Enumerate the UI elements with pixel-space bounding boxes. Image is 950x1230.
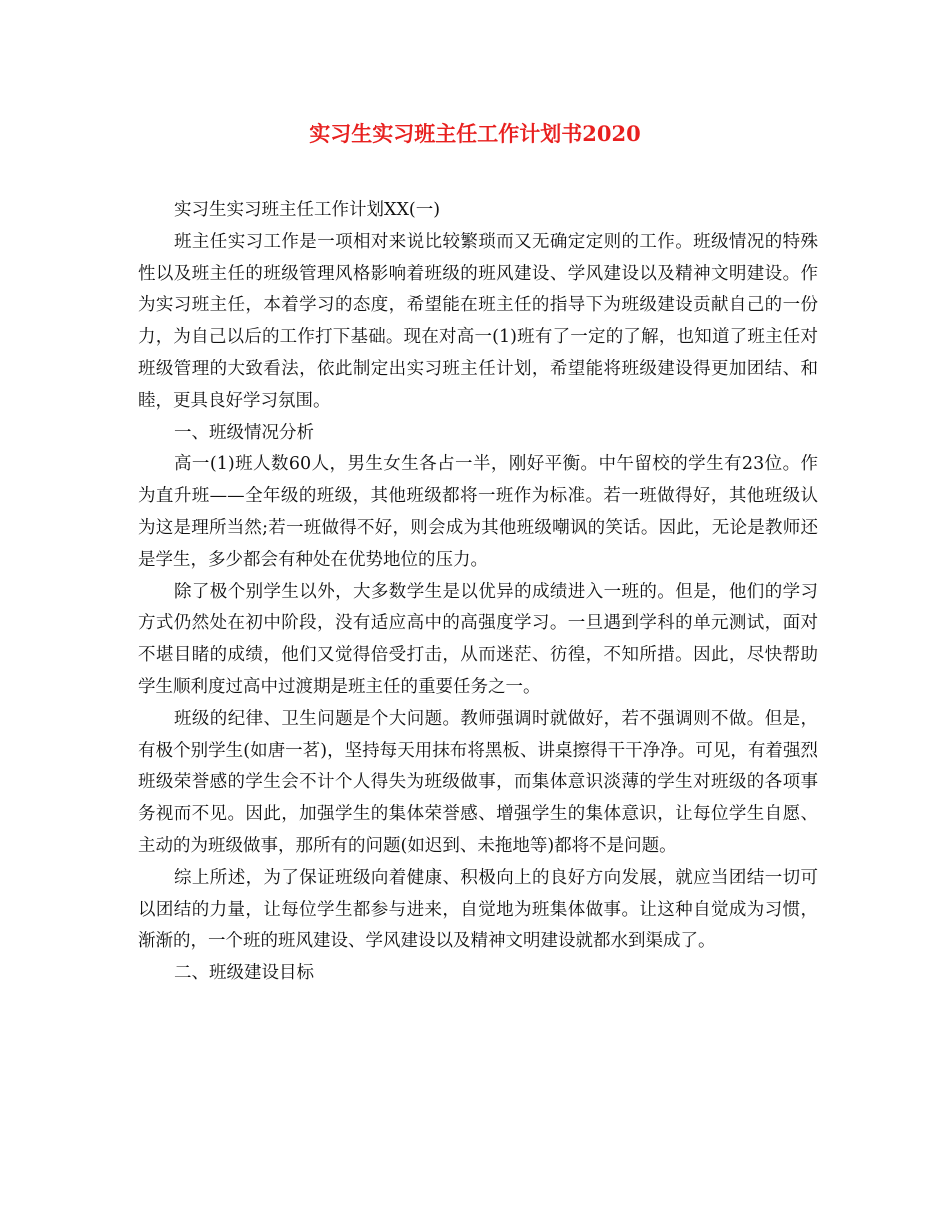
paragraph-class-size: 高一(1)班人数60人，男生女生各占一半，刚好平衡。中午留校的学生有23位。作为直升班——全年级的班级，其他班级都将一班作为标准。若一班做得好，其他班级认为这是理所当然;若一班做得不好，则会成为其他班级嘲讽的笑话。因此，无论是教师还是学生，多少都会有种处在优势地位的压力。 — [138, 454, 818, 570]
document-body — [138, 195, 818, 990]
paragraph-summary: 综上所述，为了保证班级向着健康、积极向上的良好方向发展，就应当团结一切可以团结的力量，让每位学生都参与进来，自觉地为班集体做事。让这种自觉成为习惯，渐渐的，一个班的班风建设、学风建设以及精神文明建设就都水到渠成了。 — [138, 867, 818, 952]
paragraph-subtitle: 实习生实习班主任工作计划XX(一) — [174, 200, 441, 220]
section-heading-class-analysis: 一、班级情况分析 — [174, 422, 314, 443]
section-heading-class-goals: 二、班级建设目标 — [174, 963, 314, 984]
paragraph-intro: 班主任实习工作是一项相对来说比较繁琐而又无确定定则的工作。班级情况的特殊性以及班主任的班级管理风格影响着班级的班风建设、学风建设以及精神文明建设。作为实习班主任，本着学习的态度，希望能在班主任的指导下为班级建设贡献自己的一份力，为自己以后的工作打下基础。现在对高一(1)班有了一定的了解，也知道了班主任对班级管理的大致看法，依此制定出实习班主任计划，希望能将班级建设得更加团结、和睦，更具良好学习氛围。 — [138, 231, 818, 411]
paragraph-study-transition: 除了极个别学生以外，大多数学生是以优异的成绩进入一班的。但是，他们的学习方式仍然处在初中阶段，没有适应高中的高强度学习。一旦遇到学科的单元测试，面对不堪目睹的成绩，他们又觉得倍受打击，从而迷茫、彷徨，不知所措。因此，尽快帮助学生顺利度过高中过渡期是班主任的重要任务之一。 — [138, 581, 818, 697]
paragraph-discipline: 班级的纪律、卫生问题是个大问题。教师强调时就做好，若不强调则不做。但是，有极个别学生(如唐一茗)，坚持每天用抹布将黑板、讲桌擦得干干净净。可见，有着强烈班级荣誉感的学生会不计个人得失为班级做事，而集体意识淡薄的学生对班级的各项事务视而不见。因此，加强学生的集体荣誉感、增强学生的集体意识，让每位学生自愿、主动的为班级做事，那所有的问题(如迟到、未拖地等)都将不是问题。 — [138, 708, 818, 856]
document-title: 实习生实习班主任工作计划书2020 — [309, 121, 641, 146]
